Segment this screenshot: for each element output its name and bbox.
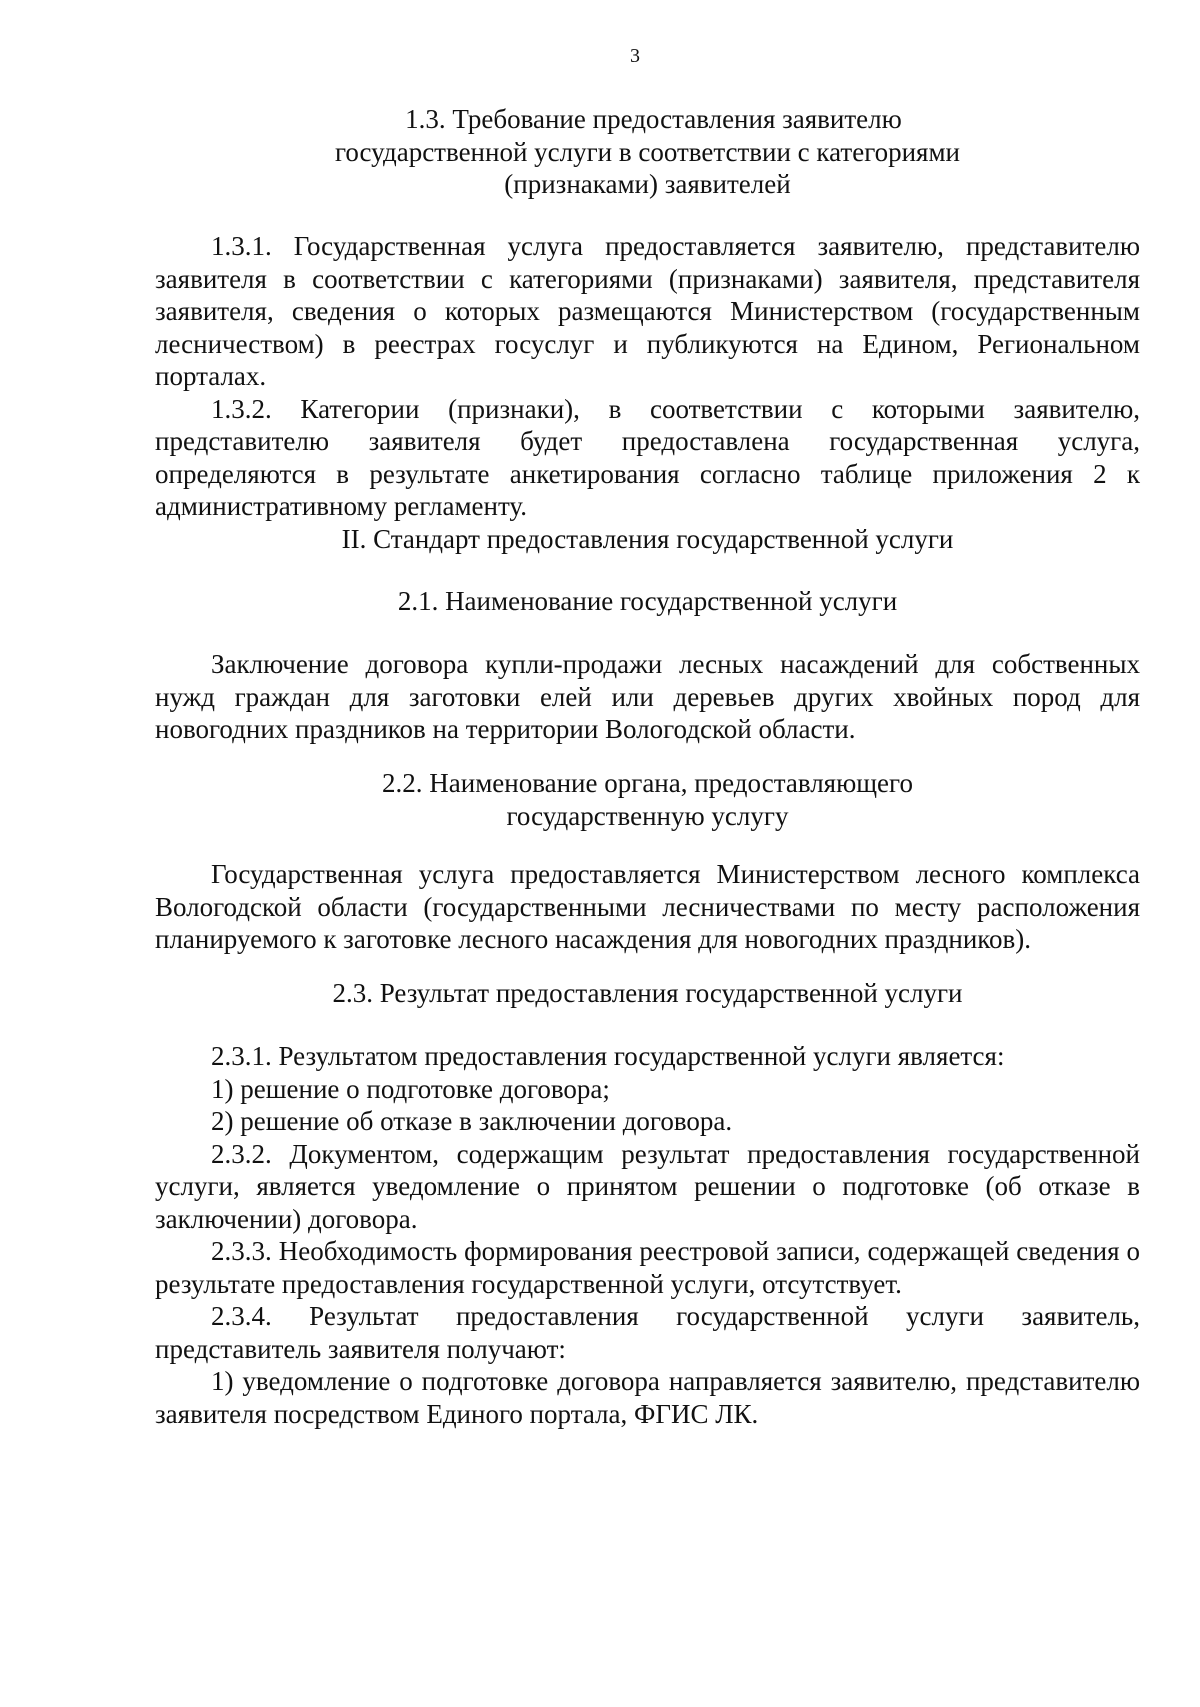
list-item: 2) решение об отказе в заключении договора. (211, 1106, 733, 1136)
paragraph-2-3-2: 2.3.2. Документом, содержащим результат предоставления государственной услуги, является уведомление о принятом решении о подготовке (об отказе в заключении) договора. (155, 1138, 1140, 1234)
section-1-3-heading (155, 103, 1140, 201)
heading-line: 1.3. Требование предоставления заявителю (405, 104, 902, 134)
heading-line: 2.3. Результат предоставления государственной услуги (332, 978, 963, 1008)
section-1-3-body (155, 230, 1140, 523)
section-2-heading (155, 523, 1140, 556)
section-2-2-body (155, 858, 1140, 956)
paragraph-1-3-1: 1.3.1. Государственная услуга предоставляется заявителю, представителю заявителя в соответствии с категориями (признаками) заявителя, представителя заявителя, сведения о которых размещаются Министерством (государственным лесничеством) в реестрах госуслуг и публикуются на Едином, Региональном порталах. (155, 231, 1140, 391)
section-2-3-body (155, 1040, 1140, 1430)
list-item: 1) решение о подготовке договора; (211, 1073, 610, 1104)
heading-line: государственной услуги в соответствии с категориями (334, 136, 961, 167)
heading-line: 2.1. Наименование государственной услуги (397, 586, 898, 616)
paragraph-2-1: Заключение договора купли-продажи лесных насаждений для собственных нужд граждан для заготовки елей или деревьев других хвойных пород для новогодних праздников на территории Вологодской области. (155, 649, 1140, 744)
page-number: 3 (630, 45, 640, 67)
heading-line: государственную услугу (506, 800, 789, 831)
paragraph-2-3-3: 2.3.3. Необходимость формирования реестровой записи, содержащей сведения о результате предоставления государственной услуги, отсутствует. (155, 1236, 1140, 1299)
paragraph-2-3-4: 2.3.4. Результат предоставления государственной услуги заявитель, представитель заявителя получают: (155, 1301, 1140, 1364)
paragraph-2-3-1: 2.3.1. Результатом предоставления государственной услуги является: (211, 1041, 1005, 1071)
paragraph-2-2: Государственная услуга предоставляется Министерством лесного комплекса Вологодской области (государственными лесничествами по месту расположения планируемого к заготовке лесного насаждения для новогодних праздников). (155, 859, 1140, 954)
section-2-2-heading (155, 767, 1140, 832)
section-2-1-heading (155, 585, 1140, 618)
list-item: 1) уведомление о подготовке договора направляется заявителю, представителю заявителя посредством Единого портала, ФГИС ЛК. (155, 1366, 1140, 1429)
heading-line: 2.2. Наименование органа, предоставляющего (382, 768, 913, 798)
section-2-1-body (155, 648, 1140, 746)
heading-line: (признаками) заявителей (504, 169, 791, 199)
section-2-3-heading (155, 977, 1140, 1010)
heading-line: II. Стандарт предоставления государственной услуги (341, 524, 954, 554)
paragraph-1-3-2: 1.3.2. Категории (признаки), в соответствии с которыми заявителю, представителю заявителя будет предоставлена государственная услуга, определяются в результате анкетирования согласно таблице приложения 2 к административному регламенту. (155, 393, 1140, 521)
